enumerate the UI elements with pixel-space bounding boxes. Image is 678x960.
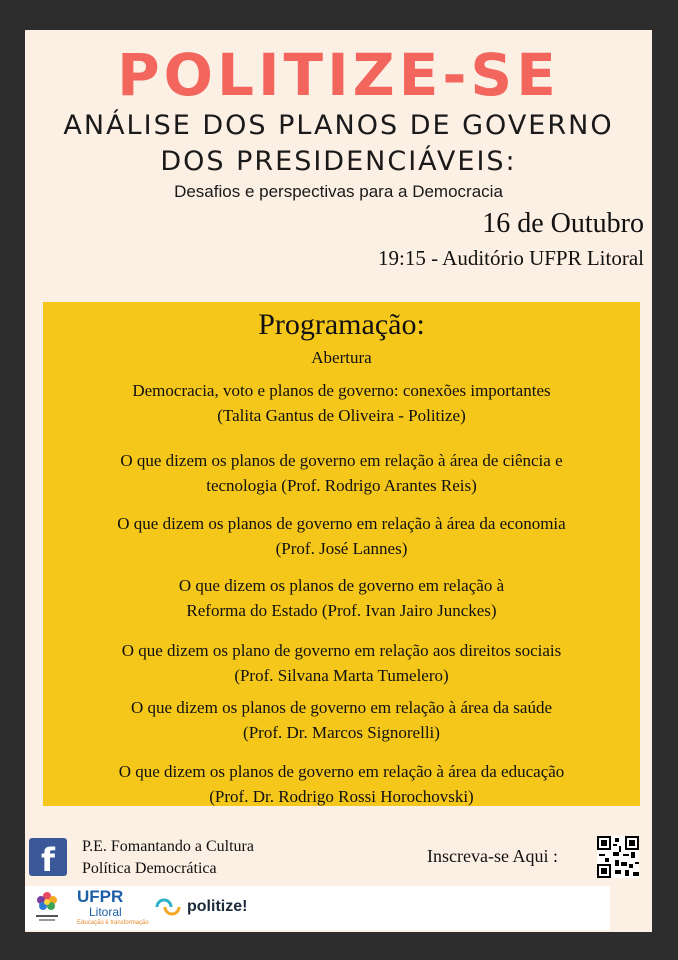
program-item-line: (Prof. Silvana Marta Tumelero)	[234, 666, 449, 685]
program-item	[43, 695, 640, 745]
event-date: 16 de Outubro	[482, 208, 644, 239]
politize-logo	[153, 896, 247, 918]
event-poster	[25, 30, 652, 932]
poster-title: POLITIZE-SE	[117, 41, 560, 109]
program-item	[43, 448, 640, 498]
ufpr-logo-tagline: Educação é transformação	[77, 920, 149, 926]
program-item-line: (Prof. Dr. Marcos Signorelli)	[243, 723, 440, 742]
ufpr-logo-sub: Litoral	[89, 905, 122, 919]
program-item-line: Reforma do Estado (Prof. Ivan Jairo Junckes)	[186, 601, 497, 620]
ufpr-logo-text: UFPR	[77, 887, 124, 906]
poster-tagline: Desafios e perspectivas para a Democracia	[174, 182, 503, 201]
facebook-page-name[interactable]	[82, 836, 254, 880]
program-item	[43, 511, 640, 561]
facebook-page-line-2: Política Democrática	[82, 860, 217, 877]
subtitle-line-2: DOS PRESIDENCIÁVEIS:	[160, 146, 517, 177]
facebook-page-line-1: P.E. Fomantando a Cultura	[82, 838, 254, 855]
program-item-line: Democracia, voto e planos de governo: conexões importantes	[132, 381, 551, 400]
event-time-place: 19:15 - Auditório UFPR Litoral	[377, 246, 644, 270]
partner-logos	[25, 886, 610, 930]
politize-logo-text: politize!	[187, 898, 248, 915]
cultura-politica-logo-icon	[33, 888, 61, 928]
program-item	[43, 638, 640, 688]
program-item	[43, 759, 640, 809]
ufpr-litoral-logo	[77, 888, 149, 927]
program-item-line: (Prof. Dr. Rodrigo Rossi Horochovski)	[209, 787, 474, 806]
poster-subtitle	[25, 108, 652, 180]
subtitle-line-1: ANÁLISE DOS PLANOS DE GOVERNO	[63, 110, 614, 141]
qr-code-icon[interactable]	[597, 836, 639, 878]
subscribe-label: Inscreva-se Aqui :	[427, 846, 558, 866]
program-opening: Abertura	[311, 348, 372, 367]
program-box	[43, 302, 640, 806]
program-item-line: O que dizem os planos de governo em relação à área da educação	[118, 762, 565, 781]
facebook-icon[interactable]: f	[29, 838, 67, 876]
program-item-line: O que dizem os planos de governo em relação à área de ciência e	[120, 451, 563, 470]
program-title: Programação:	[258, 308, 425, 341]
program-item-line: (Prof. José Lannes)	[275, 539, 408, 558]
program-item-line: (Talita Gantus de Oliveira - Politize)	[217, 406, 466, 425]
program-item	[43, 573, 640, 623]
program-item	[43, 378, 640, 428]
program-item-line: tecnologia (Prof. Rodrigo Arantes Reis)	[206, 476, 477, 495]
program-item-line: O que dizem os planos de governo em relação à área da saúde	[130, 698, 553, 717]
program-item-line: O que dizem os plano de governo em relação aos direitos sociais	[121, 641, 562, 660]
program-item-line: O que dizem os planos de governo em relação à	[178, 576, 505, 595]
politize-logo-icon	[153, 896, 183, 918]
program-item-line: O que dizem os planos de governo em relação à área da economia	[117, 514, 566, 533]
